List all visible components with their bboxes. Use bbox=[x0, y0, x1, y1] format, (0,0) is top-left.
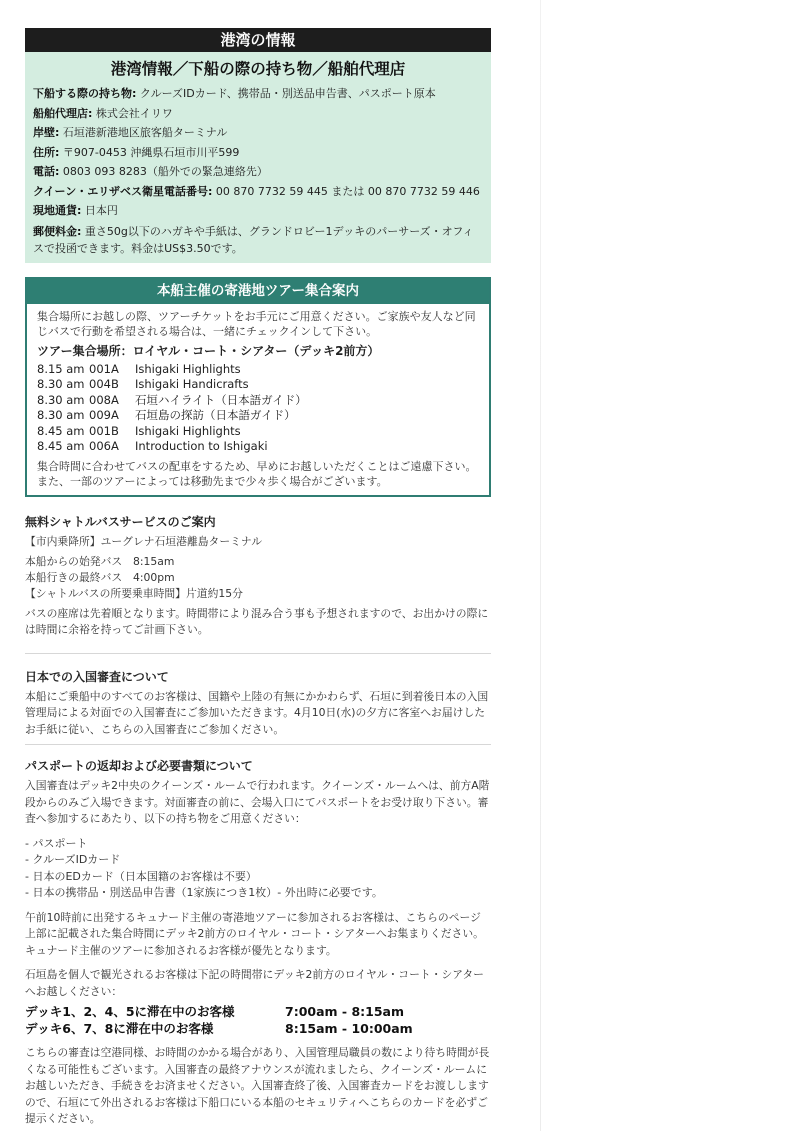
shuttle-dropoff: 【市内乗降所】ユーグレナ石垣港離島ターミナル bbox=[25, 534, 262, 548]
tour-item: 8.45 am 006A Introduction to Ishigaki bbox=[37, 439, 268, 453]
shuttle-first-bus: 本船からの始発バス 8:15am bbox=[25, 554, 175, 568]
list-item: - 日本のEDカード（日本国籍のお客様は不要） bbox=[25, 869, 257, 883]
list-item: - パスポート bbox=[25, 836, 88, 850]
immigration-section bbox=[25, 668, 491, 739]
port-info-title: 港湾情報／下船の際の持ち物／船舶代理店 bbox=[110, 60, 406, 78]
tour-intro: 集合場所にお越しの際、ツアーチケットをお手元にご用意ください。ご家族や友人など同じバスで行動を希望される場合は、一緒にチェックインして下さい。 bbox=[37, 309, 476, 338]
deck-row: デッキ6、7、8に滞在中のお客様 8:15am - 10:00am bbox=[25, 1021, 413, 1036]
passport-section bbox=[25, 757, 491, 1128]
port-info-row: 船舶代理店: 株式会社イリワ bbox=[33, 106, 173, 120]
deck-schedule bbox=[25, 1003, 491, 1037]
port-info-header: 港湾の情報 bbox=[25, 28, 491, 52]
passport-bullets bbox=[25, 836, 491, 902]
passport-body-3: 石垣島を個人で観光されるお客様は下記の時間帯にデッキ2前方のロイヤル・コート・シアターへお越しください： bbox=[25, 968, 484, 998]
list-item: - クルーズIDカード bbox=[25, 853, 121, 866]
shuttle-last-bus: 本船行きの最終バス 4:00pm bbox=[25, 570, 175, 584]
port-info-row: クイーン・エリザベス衛星電話番号: 00 870 7732 59 445 または 00 870 7732 59 446 bbox=[33, 184, 480, 198]
tour-item: 8.45 am 001B Ishigaki Highlights bbox=[37, 423, 241, 438]
list-item: - 日本の携帯品・別送品申告書（1家族につき1枚）- 外出時に必要です。 bbox=[25, 886, 383, 899]
passport-title: パスポートの返却および必要書類について bbox=[25, 759, 253, 773]
tour-place: ツアー集合場所：ロイヤル・コート・シアター（デッキ2前方） bbox=[37, 343, 380, 358]
port-info-row: 岸壁: 石垣港新港地区旅客船ターミナル bbox=[33, 126, 228, 139]
shuttle-section bbox=[25, 513, 491, 639]
deck-row: デッキ1、2、4、5に滞在中のお客様 7:00am - 8:15am bbox=[25, 1004, 404, 1019]
tour-body bbox=[27, 304, 489, 495]
port-info-row: 現地通貨: 日本円 bbox=[33, 204, 118, 217]
passport-body-4: こちらの審査は空港同様、お時間のかかる場合があり、入国管理局職員の数により待ち時間が長くなる可能性もございます。入国審査の最終アナウンスが流れましたら、クイーンズ・ルームにお越しいただき、手続きをお済ませください。入国審査終了後、入国審査カードをお渡ししますので、石垣にて外出されるお客様は下船口にいる本船のセキュリティへこちらのカードを必ずご提示ください。 bbox=[25, 1046, 490, 1125]
shuttle-title: 無料シャトルバスサービスのご案内 bbox=[25, 514, 216, 529]
divider bbox=[25, 744, 491, 745]
divider bbox=[25, 653, 491, 654]
port-info-row: 下船する際の持ち物: クルーズIDカード、携帯品・別送品申告書、パスポート原本 bbox=[33, 87, 436, 100]
port-info-panel bbox=[25, 52, 491, 263]
tour-footer: 集合時間に合わせてバスの配車をするため、早めにお越しいただくことはご遠慮下さい。また、一部のツアーによっては移動先まで少々歩く場合がございます。 bbox=[37, 459, 477, 488]
port-info-row: 住所: 〒907-0453 沖縄県石垣市川平599 bbox=[33, 145, 240, 159]
tour-box bbox=[25, 277, 491, 497]
page-fold bbox=[540, 0, 541, 1131]
port-info-row: 電話: 0803 093 8283（船外での緊急連絡先） bbox=[33, 165, 268, 178]
shuttle-note: バスの座席は先着順となります。時間帯により混み合う事も予想されますので、お出かけの際には時間に余裕を持ってご計画下さい。 bbox=[25, 606, 489, 636]
tour-list bbox=[37, 362, 479, 455]
passport-body-2: 午前10時前に出発するキュナード主催の寄港地ツアーに参加されるお客様は、こちらのページ上部に記載された集合時間にデッキ2前方のロイヤル・コート・シアターへお集まりください。キュナード主催のツアーに参加されるお客様が優先となります。 bbox=[25, 910, 484, 957]
immigration-title: 日本での入国審査について bbox=[25, 669, 169, 684]
shuttle-ride-time: 【シャトルバスの所要乗車時間】片道約15分 bbox=[25, 586, 243, 600]
postage-row: 郵便料金: 重さ50g以下のハガキや手紙は、グランドロビー1デッキのパーサーズ・オフィスで投函できます。料金はUS$3.50です。 bbox=[33, 224, 474, 255]
passport-body-1: 入国審査はデッキ2中央のクイーンズ・ルームで行われます。クイーンズ・ルームへは、前方A階段からのみご入場できます。対面審査の前に、会場入口にてパスポートをお受け取り下さい。審査へ参加するにあたり、以下の持ち物をご用意ください： bbox=[25, 779, 490, 825]
immigration-body: 本船にご乗船中のすべてのお客様は、国籍や上陸の有無にかかわらず、石垣に到着後日本の入国管理局による対面での入国審査にご参加いただきます。4月10日(水)の夕方に客室へお届けしたお手紙に従い、こちらの入国審査にご参加ください。 bbox=[25, 689, 489, 736]
tour-item: 8.30 am 004B Ishigaki Handicrafts bbox=[37, 377, 249, 391]
tour-item: 8.15 am 001A Ishigaki Highlights bbox=[37, 361, 241, 376]
tour-item: 8.30 am 008A 石垣ハイライト（日本語ガイド） bbox=[37, 392, 307, 407]
content-column bbox=[25, 28, 491, 1128]
tour-header: 本船主催の寄港地ツアー集合案内 bbox=[27, 279, 489, 304]
tour-item: 8.30 am 009A 石垣島の探訪（日本語ガイド） bbox=[37, 408, 296, 422]
